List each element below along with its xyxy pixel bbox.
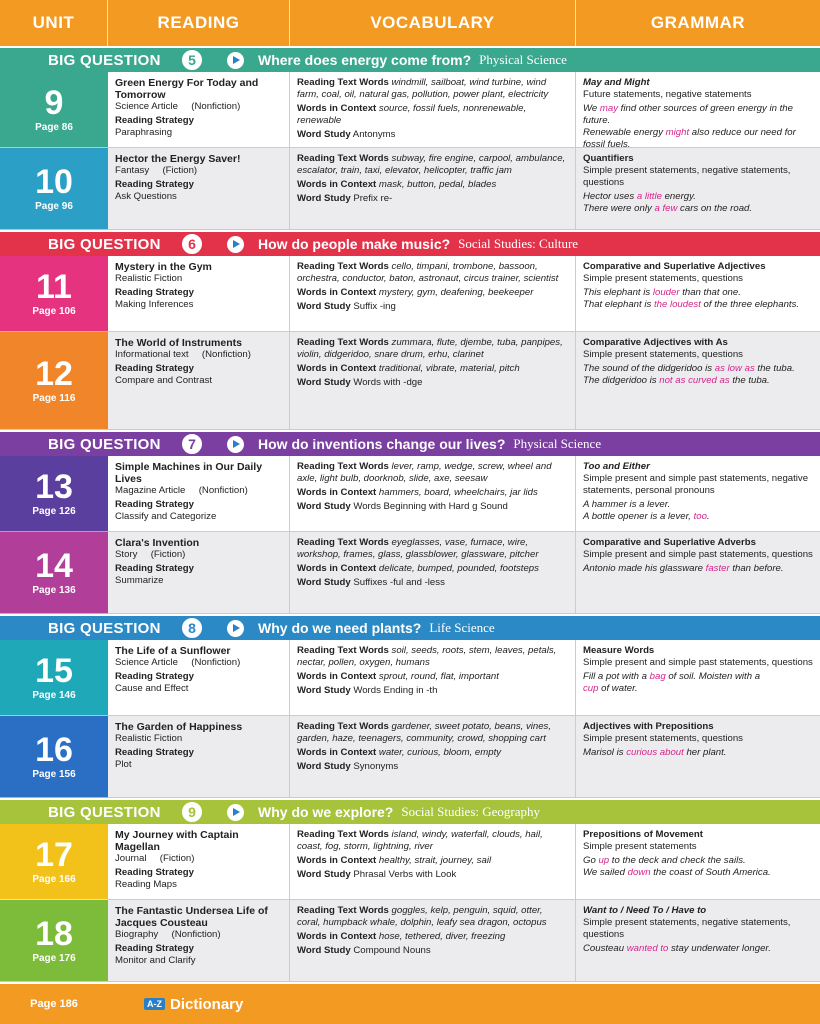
grammar-example: Cousteau wanted to stay underwater longer. bbox=[583, 943, 771, 954]
wic-words: hose, tethered, diver, freezing bbox=[378, 931, 506, 942]
reading-title: Green Energy For Today and Tomorrow bbox=[115, 77, 259, 101]
unit-number: 12 bbox=[35, 355, 73, 393]
grammar-example: We may find other sources of green energy in the future. bbox=[583, 103, 793, 126]
big-question-9-banner bbox=[0, 800, 820, 824]
grammar-example: That elephant is the loudest of the three elephants. bbox=[583, 299, 800, 310]
wic-words: healthy, strait, journey, sail bbox=[378, 855, 492, 866]
big-question-7-banner bbox=[0, 432, 820, 456]
reading-cell bbox=[108, 332, 290, 430]
reading-strategy-label: Reading Strategy bbox=[115, 499, 194, 510]
reading-strategy: Plot bbox=[115, 759, 132, 770]
grammar-example: A bottle opener is a lever, too. bbox=[583, 511, 710, 522]
reading-strategy: Making Inferences bbox=[115, 299, 194, 310]
unit-row-12 bbox=[0, 332, 820, 430]
reading-strategy-label: Reading Strategy bbox=[115, 671, 194, 682]
wic-words: mystery, gym, deafening, beekeeper bbox=[378, 287, 534, 298]
wic-label: Words in Context bbox=[297, 363, 377, 374]
vocabulary-cell bbox=[290, 532, 576, 614]
rtw-words: island, windy, waterfall, clouds, hail, coast, fog, storm, lightning, river bbox=[297, 829, 543, 852]
ws-label: Word Study bbox=[297, 193, 351, 204]
reading-strategy: Ask Questions bbox=[115, 191, 177, 202]
unit-number: 14 bbox=[35, 547, 73, 585]
rtw-label: Reading Text Words bbox=[297, 537, 389, 548]
unit-number: 18 bbox=[35, 915, 73, 953]
header-unit: UNIT bbox=[0, 0, 108, 46]
rtw-label: Reading Text Words bbox=[297, 829, 389, 840]
rtw-words: cello, timpani, trombone, bassoon, orchestra, conductor, baton, astronaut, circus trainer, scientist bbox=[297, 261, 559, 284]
dictionary-link[interactable]: Dictionary bbox=[170, 995, 244, 1013]
reading-title: Mystery in the Gym bbox=[115, 261, 212, 273]
grammar-cell bbox=[576, 716, 820, 798]
reading-cell bbox=[108, 716, 290, 798]
grammar-desc: Simple present and simple past statements, negative statements, personal pronouns bbox=[583, 473, 809, 496]
grammar-cell bbox=[576, 532, 820, 614]
grammar-title: Measure Words bbox=[583, 645, 655, 656]
vocabulary-cell bbox=[290, 824, 576, 900]
grammar-cell bbox=[576, 640, 820, 716]
grammar-cell bbox=[576, 256, 820, 332]
big-question-subject: Social Studies: Culture bbox=[458, 236, 579, 251]
wic-label: Words in Context bbox=[297, 487, 377, 498]
header-grammar: GRAMMAR bbox=[650, 13, 746, 32]
rtw-label: Reading Text Words bbox=[297, 905, 389, 916]
vocabulary-cell bbox=[290, 256, 576, 332]
wic-words: water, curious, bloom, empty bbox=[378, 747, 502, 758]
reading-title: Clara's Invention bbox=[115, 537, 200, 549]
reading-title: Hector the Energy Saver! bbox=[115, 153, 241, 165]
big-question-number: 8 bbox=[180, 616, 204, 640]
grammar-cell bbox=[576, 332, 820, 430]
wic-label: Words in Context bbox=[297, 747, 377, 758]
big-question-5-banner bbox=[0, 48, 820, 72]
wic-words: source, fossil fuels, nonrenewable, renewable bbox=[297, 103, 527, 126]
rtw-label: Reading Text Words bbox=[297, 721, 389, 732]
rtw-label: Reading Text Words bbox=[297, 645, 389, 656]
grammar-title: Comparative and Superlative Adverbs bbox=[583, 537, 756, 548]
rtw-label: Reading Text Words bbox=[297, 337, 389, 348]
wic-words: hammers, board, wheelchairs, jar lids bbox=[378, 487, 538, 498]
big-question-label: BIG QUESTION bbox=[48, 235, 161, 253]
vocabulary-cell bbox=[290, 148, 576, 230]
grammar-desc: Simple present statements bbox=[583, 841, 697, 852]
reading-strategy: Monitor and Clarify bbox=[115, 955, 196, 966]
play-icon[interactable] bbox=[227, 52, 244, 69]
wic-words: mask, button, pedal, blades bbox=[378, 179, 497, 190]
play-icon[interactable] bbox=[227, 620, 244, 637]
big-question-subject: Physical Science bbox=[513, 436, 602, 451]
ws-value: Words Ending in -th bbox=[353, 685, 438, 696]
unit-number: 10 bbox=[35, 163, 73, 201]
vocabulary-cell bbox=[290, 640, 576, 716]
grammar-example: Marisol is curious about her plant. bbox=[583, 747, 727, 758]
unit-number: 15 bbox=[35, 652, 73, 690]
footer-page: Page 186 bbox=[30, 998, 78, 1010]
reading-strategy-label: Reading Strategy bbox=[115, 115, 194, 126]
unit-number-cell bbox=[0, 716, 108, 798]
unit-number: 16 bbox=[35, 731, 73, 769]
grammar-title: Too and Either bbox=[583, 461, 650, 472]
grammar-example: Hector uses a little energy. bbox=[583, 191, 696, 202]
unit-row-11 bbox=[0, 256, 820, 332]
big-question-number: 7 bbox=[180, 432, 204, 456]
table-header bbox=[0, 0, 820, 46]
vocabulary-cell bbox=[290, 900, 576, 982]
wic-label: Words in Context bbox=[297, 855, 377, 866]
rtw-words: soil, seeds, roots, stem, leaves, petals, nectar, pollen, oxygen, humans bbox=[297, 645, 557, 668]
ws-label: Word Study bbox=[297, 129, 351, 140]
unit-row-14 bbox=[0, 532, 820, 614]
wic-words: traditional, vibrate, material, pitch bbox=[378, 363, 520, 374]
big-question-6-banner bbox=[0, 232, 820, 256]
reading-genre: Biography (Nonfiction) bbox=[115, 929, 221, 940]
unit-number-cell bbox=[0, 72, 108, 148]
wic-label: Words in Context bbox=[297, 563, 377, 574]
wic-words: delicate, bumped, pounded, footsteps bbox=[378, 563, 539, 574]
footer bbox=[0, 984, 820, 1024]
header-vocabulary: VOCABULARY bbox=[290, 0, 576, 46]
reading-strategy: Paraphrasing bbox=[115, 127, 173, 138]
wic-label: Words in Context bbox=[297, 103, 377, 114]
unit-page: Page 166 bbox=[32, 874, 76, 885]
grammar-cell bbox=[576, 900, 820, 982]
rtw-words: zummara, flute, djembe, tuba, panpipes, violin, didgeridoo, snare drum, erhu, clarinet bbox=[297, 337, 563, 360]
reading-genre: Fantasy (Fiction) bbox=[115, 165, 198, 176]
reading-title: The World of Instruments bbox=[115, 337, 242, 349]
ws-value: Words Beginning with Hard g Sound bbox=[353, 501, 508, 512]
ws-label: Word Study bbox=[297, 301, 351, 312]
unit-number-cell bbox=[0, 456, 108, 532]
unit-page: Page 106 bbox=[32, 306, 76, 317]
grammar-title: Adjectives with Prepositions bbox=[583, 721, 714, 732]
vocabulary-cell bbox=[290, 332, 576, 430]
vocabulary-cell bbox=[290, 456, 576, 532]
unit-number-cell bbox=[0, 824, 108, 900]
grammar-desc: Simple present statements, questions bbox=[583, 733, 743, 744]
ws-value: Suffixes -ful and -less bbox=[353, 577, 445, 588]
big-question-label: BIG QUESTION bbox=[48, 435, 161, 453]
reading-title: Simple Machines in Our Daily Lives bbox=[115, 461, 263, 485]
big-question-subject: Social Studies: Geography bbox=[401, 804, 541, 819]
az-icon: A-Z bbox=[144, 998, 165, 1010]
reading-cell bbox=[108, 148, 290, 230]
grammar-desc: Simple present statements, negative statements, questions bbox=[583, 165, 791, 188]
reading-strategy-label: Reading Strategy bbox=[115, 363, 194, 374]
unit-page: Page 176 bbox=[32, 953, 76, 964]
rtw-words: gardener, sweet potato, beans, vines, garden, haze, teenagers, community, crowd, shopping cart bbox=[297, 721, 552, 744]
rtw-words: goggles, kelp, penguin, squid, otter, coral, humpback whale, dolphin, leafy sea dragon, octopus bbox=[297, 905, 547, 928]
rtw-words: subway, fire engine, carpool, ambulance, escalator, train, taxi, elevator, helicopter, traffic jam bbox=[297, 153, 566, 176]
unit-number: 17 bbox=[35, 836, 73, 874]
reading-genre: Magazine Article (Nonfiction) bbox=[115, 485, 248, 496]
big-question-text: Where does energy come from? bbox=[258, 52, 472, 68]
grammar-cell bbox=[576, 148, 820, 230]
ws-value: Suffix -ing bbox=[353, 301, 396, 312]
reading-genre: Science Article (Nonfiction) bbox=[115, 657, 241, 668]
wic-label: Words in Context bbox=[297, 931, 377, 942]
unit-number-cell bbox=[0, 532, 108, 614]
rtw-words: windmill, sailboat, wind turbine, wind farm, coal, oil, natural gas, pollution, power plant, electricity bbox=[297, 77, 549, 100]
grammar-title: Comparative and Superlative Adjectives bbox=[583, 261, 766, 272]
ws-value: Synonyms bbox=[353, 761, 399, 772]
wic-label: Words in Context bbox=[297, 671, 377, 682]
unit-row-16 bbox=[0, 716, 820, 798]
unit-number-cell bbox=[0, 640, 108, 716]
play-icon[interactable] bbox=[227, 436, 244, 453]
reading-cell bbox=[108, 256, 290, 332]
big-question-number: 5 bbox=[180, 48, 204, 72]
grammar-example: This elephant is louder than that one. bbox=[583, 287, 741, 298]
grammar-desc: Simple present statements, negative statements, questions bbox=[583, 917, 791, 940]
grammar-title: Prepositions of Movement bbox=[583, 829, 703, 840]
reading-strategy-label: Reading Strategy bbox=[115, 747, 194, 758]
reading-cell bbox=[108, 900, 290, 982]
reading-genre: Story (Fiction) bbox=[115, 549, 186, 560]
grammar-desc: Future statements, negative statements bbox=[583, 89, 752, 100]
reading-strategy: Classify and Categorize bbox=[115, 511, 217, 522]
reading-strategy: Summarize bbox=[115, 575, 164, 586]
unit-row-17 bbox=[0, 824, 820, 900]
ws-value: Phrasal Verbs with Look bbox=[353, 869, 457, 880]
unit-number-cell bbox=[0, 900, 108, 982]
unit-page: Page 146 bbox=[32, 690, 76, 701]
ws-label: Word Study bbox=[297, 945, 351, 956]
reading-strategy: Reading Maps bbox=[115, 879, 177, 890]
unit-row-10 bbox=[0, 148, 820, 230]
ws-label: Word Study bbox=[297, 869, 351, 880]
reading-title: The Life of a Sunflower bbox=[115, 645, 231, 657]
grammar-example: Fill a pot with a bag of soil. Moisten with a bbox=[583, 671, 761, 682]
reading-strategy: Cause and Effect bbox=[115, 683, 189, 694]
unit-row-13 bbox=[0, 456, 820, 532]
unit-page: Page 136 bbox=[32, 585, 76, 596]
grammar-desc: Simple present statements, questions bbox=[583, 349, 743, 360]
grammar-example: Renewable energy might also reduce our need for fossil fuels. bbox=[583, 127, 796, 148]
big-question-label: BIG QUESTION bbox=[48, 803, 161, 821]
wic-words: sprout, round, flat, important bbox=[378, 671, 499, 682]
rtw-label: Reading Text Words bbox=[297, 153, 389, 164]
reading-cell bbox=[108, 640, 290, 716]
grammar-cell bbox=[576, 824, 820, 900]
unit-number-cell bbox=[0, 256, 108, 332]
reading-cell bbox=[108, 532, 290, 614]
reading-cell bbox=[108, 456, 290, 532]
wic-label: Words in Context bbox=[297, 179, 377, 190]
unit-number: 13 bbox=[35, 468, 73, 506]
rtw-label: Reading Text Words bbox=[297, 261, 389, 272]
play-icon[interactable] bbox=[227, 236, 244, 253]
reading-strategy-label: Reading Strategy bbox=[115, 179, 194, 190]
big-question-label: BIG QUESTION bbox=[48, 619, 161, 637]
reading-title: My Journey with Captain Magellan bbox=[115, 829, 239, 853]
grammar-desc: Simple present statements, questions bbox=[583, 273, 743, 284]
ws-label: Word Study bbox=[297, 761, 351, 772]
unit-number: 11 bbox=[36, 268, 72, 306]
big-question-label: BIG QUESTION bbox=[48, 51, 161, 69]
grammar-example: A hammer is a lever. bbox=[583, 499, 671, 510]
reading-genre: Realistic Fiction bbox=[115, 273, 183, 284]
grammar-cell bbox=[576, 72, 820, 148]
unit-number-cell bbox=[0, 148, 108, 230]
big-question-text: Why do we explore? bbox=[258, 804, 394, 820]
big-question-text: How do inventions change our lives? bbox=[258, 436, 506, 452]
grammar-example: cup of water. bbox=[583, 683, 638, 694]
vocabulary-cell bbox=[290, 72, 576, 148]
big-question-8-banner bbox=[0, 616, 820, 640]
big-question-number: 9 bbox=[180, 800, 204, 824]
reading-strategy-label: Reading Strategy bbox=[115, 563, 194, 574]
rtw-label: Reading Text Words bbox=[297, 77, 389, 88]
grammar-example: The didgeridoo is not as curved as the tuba. bbox=[583, 375, 770, 386]
reading-title: The Garden of Happiness bbox=[115, 721, 243, 733]
grammar-example: The sound of the didgeridoo is as low as the tuba. bbox=[583, 363, 795, 374]
grammar-desc: Simple present and simple past statements, questions bbox=[583, 657, 813, 668]
big-question-subject: Physical Science bbox=[479, 52, 567, 67]
vocabulary-cell bbox=[290, 716, 576, 798]
unit-number-cell bbox=[0, 332, 108, 430]
reading-genre: Informational text (Nonfiction) bbox=[115, 349, 251, 360]
reading-strategy-label: Reading Strategy bbox=[115, 287, 194, 298]
play-icon[interactable] bbox=[227, 804, 244, 821]
big-question-text: Why do we need plants? bbox=[258, 620, 422, 636]
rtw-words: lever, ramp, wedge, screw, wheel and axle, light bulb, doorknob, slide, axe, seesaw bbox=[297, 461, 552, 484]
reading-cell bbox=[108, 824, 290, 900]
grammar-cell bbox=[576, 456, 820, 532]
big-question-text: How do people make music? bbox=[258, 236, 451, 252]
unit-page: Page 116 bbox=[32, 393, 76, 404]
reading-strategy-label: Reading Strategy bbox=[115, 943, 194, 954]
grammar-example: Antonio made his glassware faster than before. bbox=[583, 563, 784, 574]
grammar-title: Comparative Adjectives with As bbox=[583, 337, 728, 348]
ws-value: Antonyms bbox=[352, 129, 396, 140]
unit-page: Page 96 bbox=[35, 201, 73, 212]
grammar-example: There were only a few cars on the road. bbox=[583, 203, 753, 214]
ws-label: Word Study bbox=[297, 501, 351, 512]
grammar-example: We sailed down the coast of South America. bbox=[583, 867, 771, 878]
reading-genre: Realistic Fiction bbox=[115, 733, 183, 744]
reading-title: The Fantastic Undersea Life of Jacques Cousteau bbox=[115, 905, 268, 929]
ws-value: Compound Nouns bbox=[353, 945, 431, 956]
ws-label: Word Study bbox=[297, 577, 351, 588]
grammar-example: Go up to the deck and check the sails. bbox=[583, 855, 746, 866]
ws-value: Prefix re- bbox=[353, 193, 393, 204]
grammar-title: Want to / Need To / Have to bbox=[583, 905, 707, 916]
grammar-title: Quantifiers bbox=[583, 153, 634, 164]
reading-genre: Journal (Fiction) bbox=[115, 853, 195, 864]
reading-strategy-label: Reading Strategy bbox=[115, 867, 194, 878]
ws-value: Words with -dge bbox=[353, 377, 423, 388]
unit-page: Page 86 bbox=[35, 122, 73, 133]
unit-row-15 bbox=[0, 640, 820, 716]
reading-genre: Science Article (Nonfiction) bbox=[115, 101, 241, 112]
reading-cell bbox=[108, 72, 290, 148]
unit-number: 9 bbox=[44, 84, 64, 122]
grammar-desc: Simple present and simple past statements, questions bbox=[583, 549, 813, 560]
big-question-number: 6 bbox=[180, 232, 204, 256]
header-reading: READING bbox=[108, 0, 290, 46]
unit-page: Page 126 bbox=[32, 506, 76, 517]
big-question-subject: Life Science bbox=[429, 620, 495, 635]
ws-label: Word Study bbox=[297, 685, 351, 696]
rtw-label: Reading Text Words bbox=[297, 461, 389, 472]
grammar-title: May and Might bbox=[583, 77, 650, 88]
unit-row-18 bbox=[0, 900, 820, 982]
rtw-words: eyeglasses, vase, furnace, wire, workshop, frames, glass, glassblower, glassware, pitcher bbox=[297, 537, 539, 560]
unit-row-9 bbox=[0, 72, 820, 148]
unit-page: Page 156 bbox=[32, 769, 76, 780]
ws-label: Word Study bbox=[297, 377, 351, 388]
wic-label: Words in Context bbox=[297, 287, 377, 298]
reading-strategy: Compare and Contrast bbox=[115, 375, 213, 386]
